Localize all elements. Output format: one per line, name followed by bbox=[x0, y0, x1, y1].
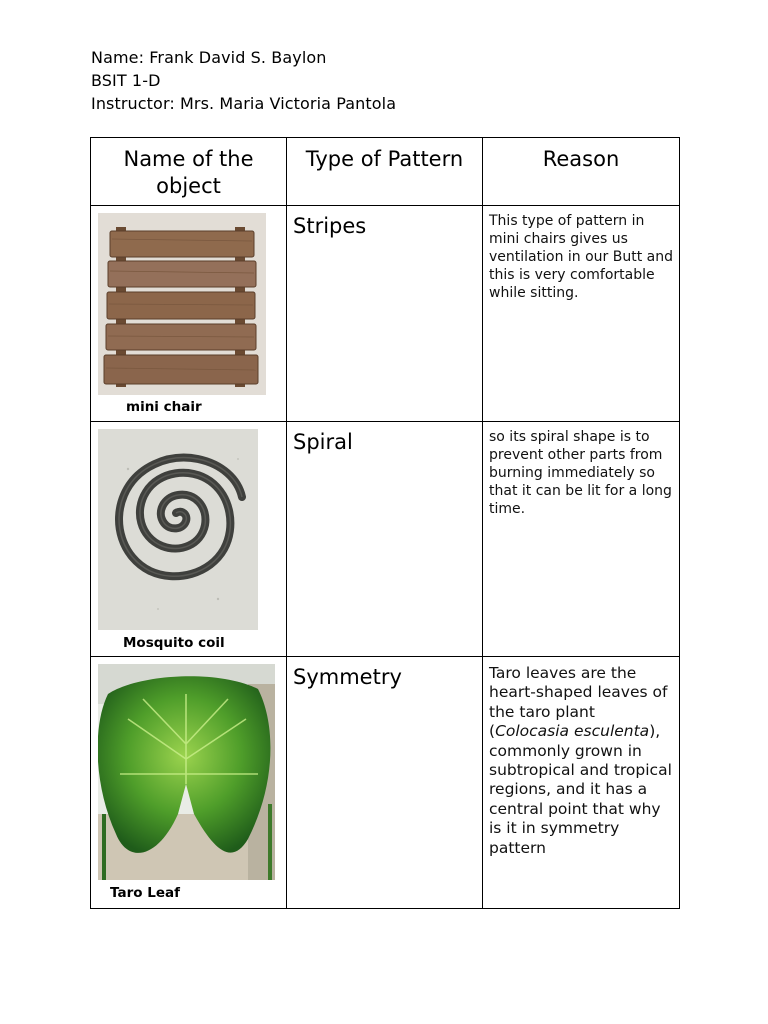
column-header-reason: Reason bbox=[483, 138, 680, 206]
patterns-table bbox=[90, 137, 680, 909]
instructor: Instructor: Mrs. Maria Victoria Pantola bbox=[91, 94, 397, 113]
section: BSIT 1-D bbox=[91, 71, 161, 90]
pattern-cell bbox=[287, 206, 483, 422]
pattern-cell bbox=[287, 657, 483, 909]
scientific-name: Colocasia esculenta bbox=[495, 722, 650, 741]
pattern-type: Spiral bbox=[293, 430, 353, 454]
document-header bbox=[91, 46, 396, 115]
reason-text: so its spiral shape is to prevent other parts from burning immediately so that it can be lit for a long time. bbox=[489, 429, 672, 517]
reason-text: This type of pattern in mini chairs gives us ventilation in our Butt and this is very comfortable while sitting. bbox=[489, 213, 673, 301]
object-name: Taro Leaf bbox=[110, 885, 180, 901]
student-name: Name: Frank David S. Baylon bbox=[91, 48, 327, 67]
table-row bbox=[91, 657, 680, 909]
mini-chair-photo bbox=[98, 213, 266, 395]
reason-cell bbox=[483, 422, 680, 657]
table-row bbox=[91, 206, 680, 422]
pattern-type: Stripes bbox=[293, 214, 367, 238]
column-header-pattern: Type of Pattern bbox=[287, 138, 483, 206]
table-row bbox=[91, 422, 680, 657]
taro-leaf-photo bbox=[98, 664, 275, 880]
mosquito-coil-photo bbox=[98, 429, 258, 630]
object-cell bbox=[91, 206, 287, 422]
object-cell bbox=[91, 657, 287, 909]
object-name: Mosquito coil bbox=[123, 635, 225, 651]
reason-cell bbox=[483, 657, 680, 909]
reason-cell bbox=[483, 206, 680, 422]
reason-text: Taro leaves are the heart-shaped leaves of the taro plant (Colocasia esculenta), commonly grown in subtropical and tropical regions, and it has a central point that why is it in symmetry pattern bbox=[489, 664, 672, 857]
object-name: mini chair bbox=[126, 399, 202, 415]
table-header-row bbox=[91, 138, 680, 206]
object-cell bbox=[91, 422, 287, 657]
pattern-type: Symmetry bbox=[293, 665, 402, 689]
pattern-cell bbox=[287, 422, 483, 657]
column-header-object: Name of the object bbox=[91, 138, 287, 206]
